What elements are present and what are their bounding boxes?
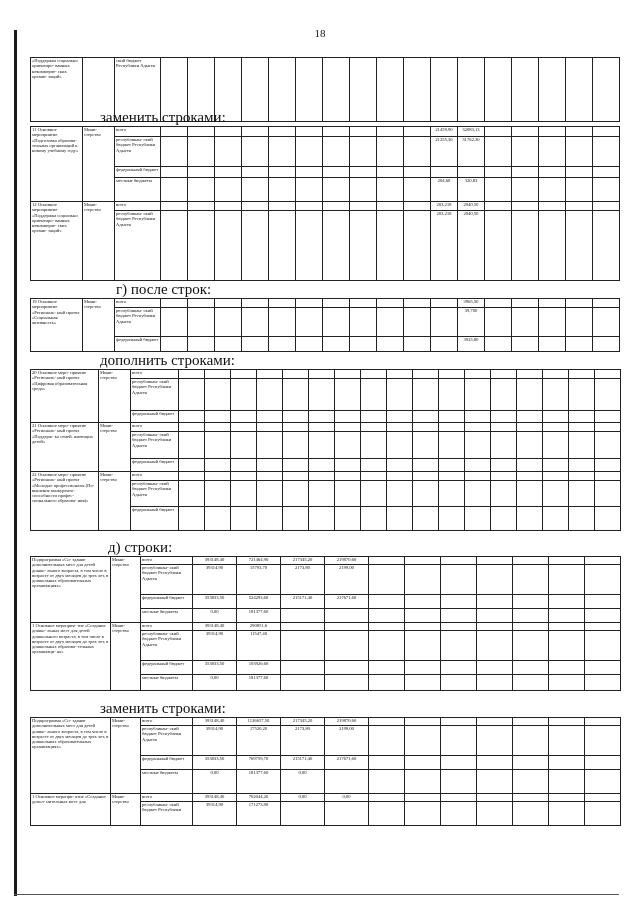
table-row: местные бюджеты 0,00 181377,60 [31,609,621,623]
section-heading: заменить строками: [100,701,226,717]
executor: Мини- стерство [111,557,141,623]
executor: Мини- стерство [83,127,115,202]
table-block-6 [30,717,621,826]
table-row: 22 Основное меро- приятие «Региональ- ный проект «Молодые профессионалы (По- вышение конкуренто- способности профес- сионального образова- ния)» Мини- стерство всего [31,472,621,481]
measure-name: 21 Основное меро- приятие «Региональ- ный проект «Поддерж- ка семей, имеющих детей» [31,423,99,472]
measure-name: 11 Основное мероприятие «Подготовка образова- тельных организаций к новому учебному году» [31,127,83,202]
table-row: 19 Основное мероприятие «Региональ- ный проект «Социальная активность» Мини- стерство всего 3965,50 [31,299,620,308]
table-row: федеральный бюджет 353833,50 524293,60 215171,40 217671,60 [31,595,621,609]
table-row: федеральный бюджет 353833,50 103926,60 [31,661,621,675]
table-row: Подпрограмма «Со- здание дополнительных мест для детей дошко- льного возраста, в том числе в возрасте от двух месяцев до трех лет, в дошкольных образовательных организациях» Мини- стерство всего 393148,40 1126657,50 217345,20 219870,60 [31,718,621,726]
table-row: 11 Основное мероприятие «Подготовка образова- тельных организаций к новому учебному году» Мини- стерство всего 21459,90 32083,13 [31,127,620,137]
executor: Мини- стерство [99,423,131,472]
table-row: федеральный бюджет [31,507,621,531]
table-row: местные бюджеты 204,60 320,83 [31,178,620,202]
table-row: местные бюджеты 0,00 181377,60 0,00 [31,770,621,794]
table-row: республикан- ский бюджет Республики Адыгея [31,379,621,411]
table-row: федеральный бюджет 3925,80 [31,337,620,352]
table-row: федеральный бюджет 353833,50 769759,70 215171,40 217671,60 [31,756,621,770]
table-row: республикан- ский бюджет Республики 39314,90 171273,90 [31,802,621,826]
table-block-3 [30,298,620,352]
section-heading: г) после строк: [116,282,212,298]
table-row: республикан- ский бюджет Республики Адыгея 203,218 2040,50 [31,211,620,281]
measure-name: 19 Основное мероприятие «Региональ- ный проект «Социальная активность» [31,299,83,352]
section-heading: заменить строками: [100,110,226,126]
section-heading: дополнить строками: [100,353,235,369]
table-row: республикан- ский бюджет Республики Адыгея 39314,90 15793,70 2173,80 2199,00 [31,565,621,595]
table-block-5 [30,556,621,691]
executor: Мини- стерство [99,370,131,423]
table-row: республикан- ский бюджет Республики Адыгея [31,481,621,507]
executor: Мини- стерство [83,299,115,352]
measure-name: 22 Основное меро- приятие «Региональ- ный проект «Молодые профессионалы (По- вышение конкуренто- способности профес- сионального образова- ния)» [31,472,99,531]
table-row: 12 Основное мероприятие «Поддержка социально ориентиро- ванных некоммерче- ских органи- заций» Мини- стерство всего 203,218 2040,50 [31,202,620,211]
table-block-4 [30,369,621,531]
table-row: Подпрограмма «Со- здание дополнительных мест для детей дошко- льного возраста, в том числе в возрасте от двух месяцев до трех лет, в дошкольных образовательных организациях» Мини- стерство всего 393148,40 721464,90 217345,20 219870,60 [31,557,621,565]
scan-bottom-edge [14,894,619,895]
table-row: республикан- ский бюджет Республики Адыгея 21255,30 31762,30 [31,137,620,167]
table-row: республикан- ский бюджет Республики Адыгея 39,700 [31,308,620,337]
measure-name: 1 Основное мероприя- тие «Создание дошко- льных мест для детей дошкольного возраста, в том числе в возрасте от двух месяцев до трех лет, в дошкольных образова- тельных организаци- ях» [31,623,111,691]
table-block-2 [30,126,620,281]
measure-name: Подпрограмма «Со- здание дополнительных мест для детей дошко- льного возраста, в том числе в возрасте от двух месяцев до трех лет, в дошкольных образовательных организациях» [31,718,111,794]
table-row: 21 Основное меро- приятие «Региональ- ный проект «Поддерж- ка семей, имеющих детей» Мини- стерство всего [31,423,621,432]
executor: Мини- стерство [111,718,141,794]
executor: Мини- стерство [99,472,131,531]
table-row: республикан- ский бюджет Республики Адыгея 39314,90 17520,20 2173,80 2199,00 [31,726,621,756]
table-row: федеральный бюджет [31,459,621,472]
table-row: федеральный бюджет [31,167,620,178]
page-number: 18 [314,28,326,40]
table-row: республикан- ский бюджет Республики Адыгея 39314,90 11547,40 [31,631,621,661]
executor: Мини- стерство [111,794,141,826]
table-row: местные бюджеты 0,00 181377,60 [31,675,621,691]
section-heading: д) строки: [108,540,173,556]
budget-source: ский бюджет Республики Адыгея [115,58,161,122]
measure-name: 12 Основное мероприятие «Поддержка социально ориентиро- ванных некоммерче- ских органи- заций» [31,202,83,281]
table-row: 1 Основное мероприя- тие «Создание дошко- льных мест для детей дошкольного возраста, в том числе в возрасте от двух месяцев до трех лет, в дошкольных образова- тельных организаци- ях» Мини- стерство всего 393148,40 290851,6 [31,623,621,631]
measure-name: Подпрограмма «Со- здание дополнительных мест для детей дошко- льного возраста, в том числе в возрасте от двух месяцев до трех лет, в дошкольных образовательных организациях» [31,557,111,623]
executor: Мини- стерство [83,202,115,281]
measure-name: 20 Основное меро- приятие «Региональ- ный проект «Цифровая образовательная среда» [31,370,99,423]
measure-name: 1 Основное меропри- ятие «Создание допол- нительных мест для [31,794,111,826]
scan-left-edge [14,30,17,896]
executor: Мини- стерство [111,623,141,691]
table-row: республикан- ский бюджет Республики Адыгея [31,432,621,459]
table-row: федеральный бюджет [31,411,621,423]
measure-name: «Поддержка социально ориентиро- ванных некоммерче- ских органи- заций» [31,58,83,122]
table-row: 1 Основное меропри- ятие «Создание допол- нительных мест для Мини- стерство всего 393148,40 702044,20 0,00 0,00 [31,794,621,802]
table-row: 20 Основное меро- приятие «Региональ- ный проект «Цифровая образовательная среда» Мини- стерство всего [31,370,621,379]
